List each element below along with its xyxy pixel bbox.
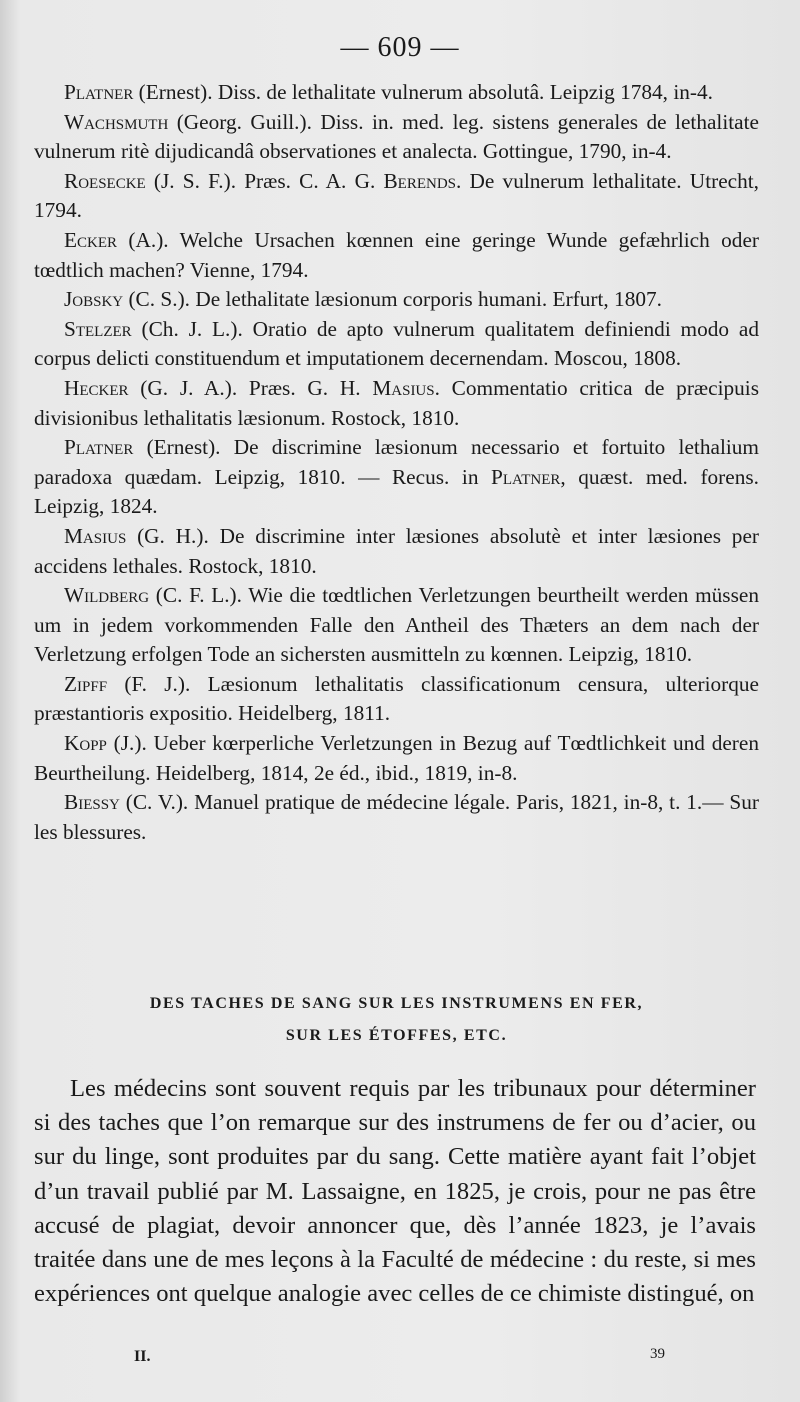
- bib-author: Kopp: [64, 731, 107, 756]
- bib-text: , quæst. med. forens. Leipzig, 1824.: [34, 464, 759, 519]
- bib-text: (G. H.). De discrimine inter læsiones absolutè et inter læsiones per accidens lethales. Rostock, 1810.: [34, 523, 759, 578]
- bib-text: (Georg. Guill.). Diss. in. med. leg. sistens generales de lethalitate vulnerum ritè dijudicandâ observationes et analecta. Gottingue, 1790, in-4.: [34, 109, 759, 164]
- bib-author: Jobsky: [64, 287, 124, 312]
- bib-entry: [34, 226, 759, 285]
- page-number: — 609 —: [340, 32, 460, 63]
- bib-entry: [34, 729, 759, 788]
- bib-entry: [34, 108, 759, 167]
- bib-author: Zipff: [64, 671, 108, 696]
- bib-text: . De vulnerum lethalitate. Utrecht, 1794.: [34, 168, 759, 223]
- bib-entry: [34, 581, 759, 670]
- bib-author: Biessy: [64, 790, 120, 815]
- bib-author: Wildberg: [64, 583, 150, 608]
- folio-number: 39: [650, 1346, 665, 1362]
- bib-text: (J.). Ueber kœrperliche Verletzungen in Bezug auf Tœdtlichkeit und deren Beurtheilung. Heidelberg, 1814, 2e éd., ibid., 1819, in-8.: [34, 731, 759, 785]
- bib-author: Platner: [64, 80, 134, 104]
- bib-entry: [34, 285, 759, 315]
- bib-text: (Ernest). Diss. de lethalitate vulnerum absolutâ. Leipzig 1784, in-4.: [133, 80, 713, 104]
- bib-text: (C. F. L.). Wie die tœdtlichen Verletzungen beurtheilt werden müssen um in jedem vorkommenden Falle den Antheil des Thæters an dem nach der Verletzung erfolgen Tode an sichersten ausmitteln zu kœnnen. Leipzig, 1810.: [34, 583, 759, 667]
- body-paragraph: Les médecins sont souvent requis par les tribunaux pour déterminer si des taches que l’on remarque sur des instrumens de fer ou d’acier, ou sur du linge, sont produites par du sang. Cette matière ayant fait l’objet d’un travail publié par M. Lassaigne, en 1825, je crois, pour ne pas être accusé de plagiat, devoir annoncer que, dès l’année 1823, je l’avais traitée dans une de mes leçons à la Faculté de médecine : du reste, si mes expériences ont quelque analogie avec celles de ce chimiste distingué, on: [34, 1075, 756, 1308]
- section-heading-line: DES TACHES DE SANG SUR LES INSTRUMENS EN FER,: [149, 995, 644, 1012]
- bib-text: . Commentatio critica de præcipuis divisionibus lethalitatis læsionum. Rostock, 1810.: [34, 375, 759, 430]
- bib-entry: [34, 374, 759, 433]
- bib-entry: [34, 78, 759, 108]
- bib-text: (J. S. F.). Præs. C. A. G.: [145, 168, 384, 193]
- bib-author-secondary: Platner: [491, 464, 561, 489]
- bib-entry: [34, 433, 759, 522]
- bib-text: (G. J. A.). Præs. G. H.: [128, 375, 373, 400]
- bibliography-list: [34, 78, 759, 847]
- bib-text: (C. V.). Manuel pratique de médecine légale. Paris, 1821, in-8, t. 1.— Sur les blessures.: [34, 790, 759, 844]
- bib-entry: [34, 670, 759, 729]
- bib-entry: [34, 167, 759, 226]
- signature-mark: II.: [134, 1348, 151, 1365]
- bib-author-secondary: Masius: [372, 375, 435, 400]
- section-heading-line: SUR LES ÉTOFFES, ETC.: [285, 1027, 508, 1044]
- bib-entry: [34, 788, 759, 847]
- bib-author: Hecker: [64, 375, 129, 400]
- bib-author-secondary: Berends: [383, 168, 457, 193]
- section-heading: [34, 988, 759, 1052]
- bib-entry: [34, 522, 759, 581]
- bib-text: (C. S.). De lethalitate læsionum corporis humani. Erfurt, 1807.: [123, 287, 662, 312]
- bib-author: Ecker: [64, 227, 118, 252]
- bib-text: (Ch. J. L.). Oratio de apto vulnerum qualitatem definiendi modo ad corpus delicti constituendum et imputationem decernendam. Moscou, 1808.: [34, 316, 759, 371]
- bib-entry: [34, 315, 759, 374]
- bib-author: Platner: [64, 435, 134, 460]
- bib-text: (Ernest). De discrimine læsionum necessario et fortuito lethalium paradoxa quædam. Leipzig, 1810. — Recus. in: [34, 435, 759, 489]
- bib-author: Masius: [64, 523, 127, 548]
- bib-text: (A.). Welche Ursachen kœnnen eine geringe Wunde gefæhrlich oder tœdtlich machen? Vienne, 1794.: [34, 227, 759, 282]
- bib-text: (F. J.). Læsionum lethalitatis classificationum censura, ulteriorque præstantioris expositio. Heidelberg, 1811.: [34, 671, 759, 726]
- bib-author: Wachsmuth: [64, 109, 169, 134]
- bib-author: Roesecke: [64, 168, 146, 193]
- bib-author: Stelzer: [64, 316, 132, 341]
